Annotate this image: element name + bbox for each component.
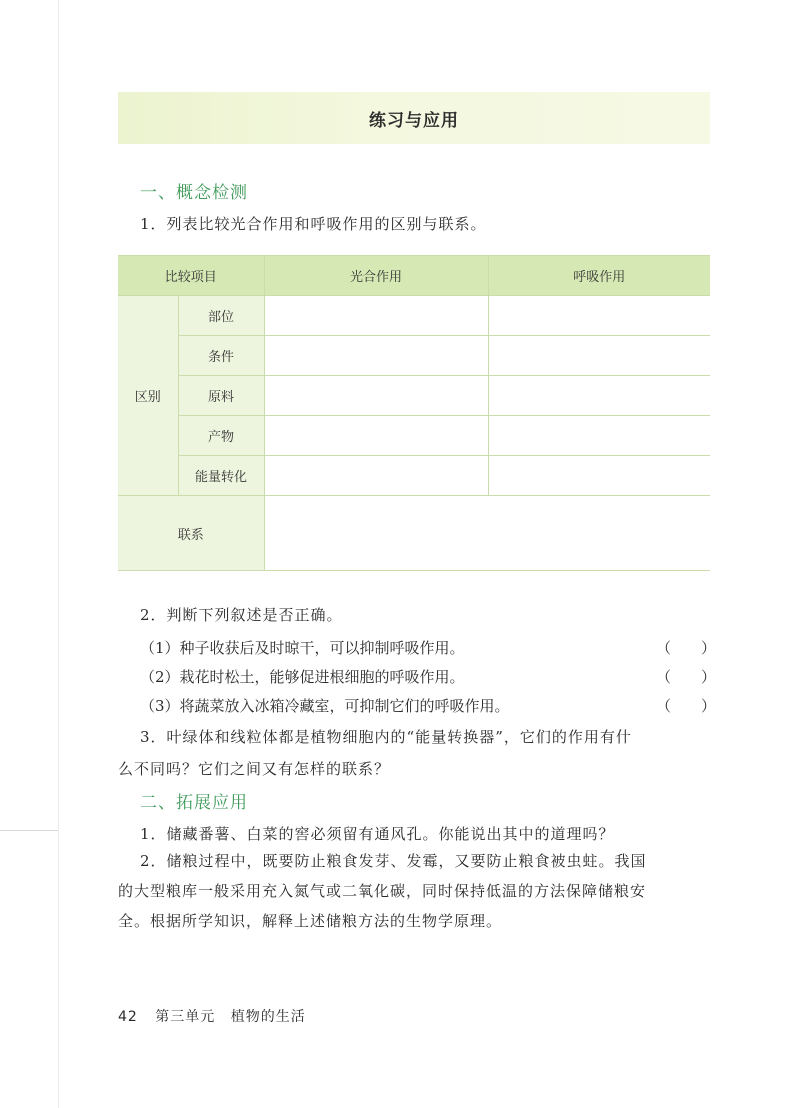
table-cell-blank — [264, 296, 488, 336]
row-label-connection: 联系 — [118, 496, 264, 571]
table-cell-blank — [488, 416, 710, 456]
application-2-line-3: 全。根据所学知识，解释上述储粮方法的生物学原理。 — [118, 912, 503, 930]
title-banner — [118, 92, 710, 144]
table-row — [118, 336, 710, 376]
table-cell-blank — [264, 496, 710, 571]
row-label-location: 部位 — [178, 296, 264, 336]
header-photosynthesis: 光合作用 — [264, 256, 488, 296]
page-margin-tick — [0, 830, 58, 831]
table-cell-blank — [488, 376, 710, 416]
table-cell-blank — [264, 376, 488, 416]
judgment-item-1: （1）种子收获后及时晾干，可以抑制呼吸作用。 — [140, 639, 465, 657]
table-row — [118, 296, 710, 336]
table-row — [118, 376, 710, 416]
question-3-line-1: 3．叶绿体和线粒体都是植物细胞内的“能量转换器”，它们的作用有什 — [140, 728, 632, 746]
section-heading-concept-check: 一、概念检测 — [140, 183, 248, 203]
table-cell-blank — [264, 336, 488, 376]
footer-unit: 第三单元 — [155, 1009, 216, 1025]
table-cell-blank — [488, 456, 710, 496]
table-cell-blank — [264, 456, 488, 496]
region-label-difference: 区别 — [118, 296, 178, 496]
table-cell-blank — [488, 296, 710, 336]
judgment-item-3: （3）将蔬菜放入冰箱冷藏室，可抑制它们的呼吸作用。 — [140, 697, 510, 715]
table-row — [118, 416, 710, 456]
table-header-row — [118, 256, 710, 296]
comparison-table — [118, 255, 710, 571]
application-2-line-1: 2．储粮过程中，既要防止粮食发芽、发霉，又要防止粮食被虫蛀。我国 — [140, 852, 647, 870]
row-label-energy-conversion: 能量转化 — [178, 456, 264, 496]
question-1: 1．列表比较光合作用和呼吸作用的区别与联系。 — [140, 215, 487, 233]
table-row — [118, 496, 710, 571]
footer-chapter: 植物的生活 — [230, 1009, 306, 1025]
application-1: 1．储藏番薯、白菜的窖必须留有通风孔。你能说出其中的道理吗？ — [140, 825, 615, 843]
judgment-answer-paren-2: （ ） — [656, 668, 717, 686]
page-footer — [118, 1006, 306, 1026]
page-title: 练习与应用 — [369, 110, 459, 131]
table-cell-blank — [264, 416, 488, 456]
question-3-line-2: 么不同吗？它们之间又有怎样的联系？ — [118, 760, 391, 778]
table-cell-blank — [488, 336, 710, 376]
header-respiration: 呼吸作用 — [488, 256, 710, 296]
application-2-line-2: 的大型粮库一般采用充入氮气或二氧化碳，同时保持低温的方法保障储粮安 — [118, 882, 647, 900]
section-heading-extended-application: 二、拓展应用 — [140, 793, 248, 813]
row-label-conditions: 条件 — [178, 336, 264, 376]
judgment-answer-paren-3: （ ） — [656, 697, 717, 715]
question-2: 2．判断下列叙述是否正确。 — [140, 606, 343, 624]
page-margin-line — [58, 0, 59, 1108]
row-label-raw-materials: 原料 — [178, 376, 264, 416]
judgment-answer-paren-1: （ ） — [656, 639, 717, 657]
header-compare-item: 比较项目 — [118, 256, 264, 296]
page-number: 42 — [118, 1009, 138, 1025]
row-label-products: 产物 — [178, 416, 264, 456]
table-row — [118, 456, 710, 496]
judgment-item-2: （2）栽花时松土，能够促进根细胞的呼吸作用。 — [140, 668, 465, 686]
